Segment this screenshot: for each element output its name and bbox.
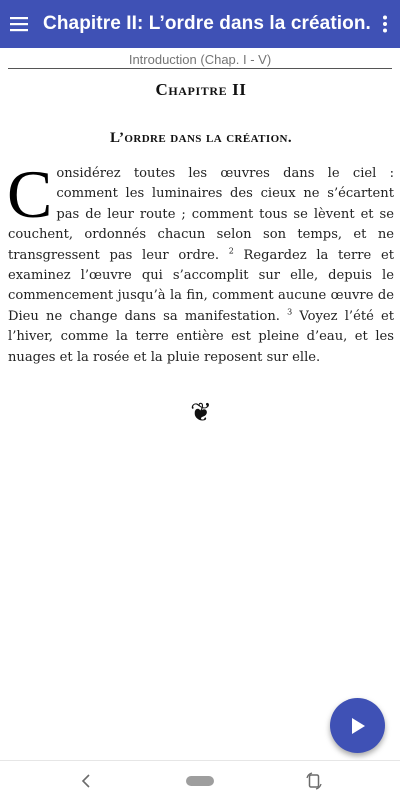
more-vert-icon[interactable] xyxy=(371,0,400,48)
back-chevron-icon[interactable] xyxy=(76,771,96,791)
play-icon xyxy=(349,716,367,736)
verse-number: 2 xyxy=(228,246,234,256)
play-button[interactable] xyxy=(330,698,385,753)
chapter-heading: Chapitre II xyxy=(155,80,247,99)
reader-content xyxy=(8,70,394,428)
rotate-screen-icon[interactable] xyxy=(304,771,324,791)
home-pill-icon[interactable] xyxy=(186,776,214,786)
verse-number: 3 xyxy=(287,307,293,317)
fleuron-ornament-icon: ❦ xyxy=(190,398,212,429)
text-part-2: Regardez la terre et examinez l’œuvre qui s’accomplit sur elle, depuis le commencement jusqu’à la fin, comment aucune œuvre de Dieu ne change dans sa manifestation. xyxy=(8,247,394,324)
system-nav-bar xyxy=(0,760,400,800)
app-bar xyxy=(0,0,400,48)
text-part-1: onsidérez toutes les œuvres dans le ciel : comment les luminaires des cieux ne s’écartent pas de leur route ; comment tous se lèvent et se couchent, ordonnés chacun selon son temps, et ne transgressent pas leur ordre. xyxy=(8,166,394,263)
page-title: Chapitre II: L’ordre dans la création. xyxy=(43,13,371,34)
hamburger-menu-icon[interactable] xyxy=(0,0,37,48)
text-part-3: Voyez l’été et l’hiver, comme la terre entière est pleine d’eau, et les nuages et la rosée et la pluie reposent sur elle. xyxy=(8,308,394,365)
breadcrumb: Introduction (Chap. I - V) xyxy=(8,51,392,69)
drop-cap: C xyxy=(7,156,53,232)
section-heading: L’ordre dans la création. xyxy=(109,130,293,146)
chapter-text xyxy=(7,156,394,368)
